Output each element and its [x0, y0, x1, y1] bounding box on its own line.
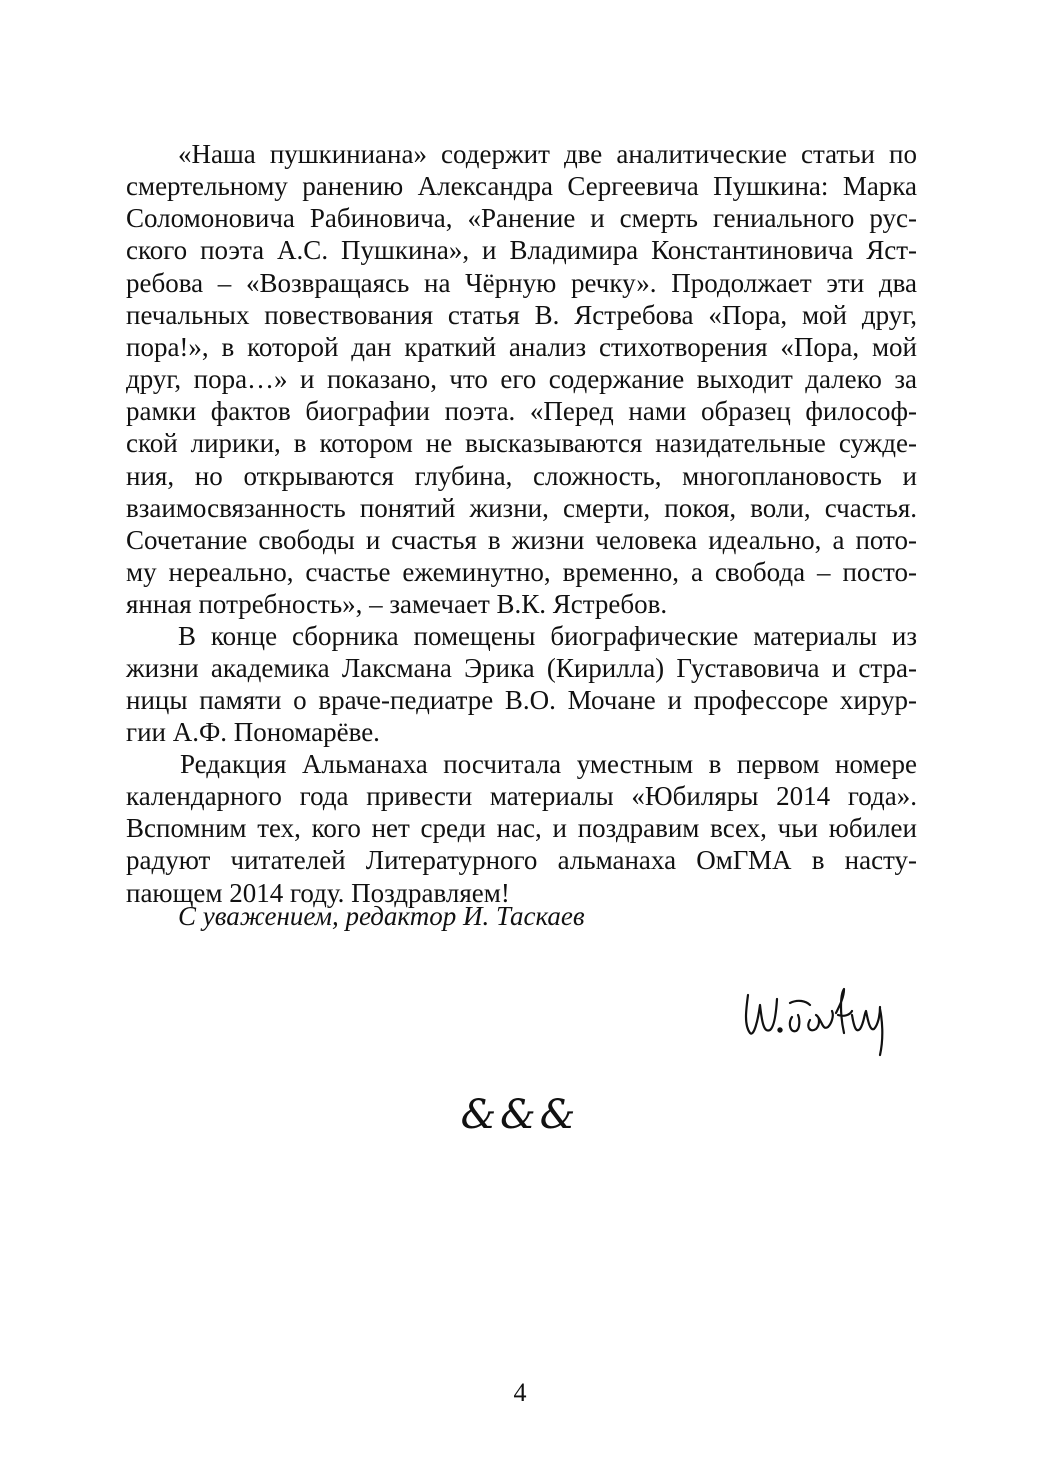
paragraph-1-line: друг, пора…» и показано, что его содержание выходит далеко за: [126, 364, 917, 395]
page-number: 4: [513, 1378, 527, 1407]
paragraph-3-line: Редакция Альманаха посчитала уместным в первом номере: [180, 749, 917, 779]
paragraph-1-line: «Наша пушкиниана» содержит две аналитические статьи по: [178, 139, 917, 169]
paragraph-3-line: Вспомним тех, кого нет среди нас, и поздравим всех, чьи юбилеи: [126, 813, 917, 844]
paragraph-3-line: пающем 2014 году. Поздравляем!: [126, 877, 510, 908]
paragraph-1-line: рамки фактов биографии поэта. «Перед нами образец философ-: [126, 396, 917, 427]
handwritten-signature: [740, 975, 910, 1065]
paragraph-1-line: ния, но открываются глубина, сложность, многоплановость и: [126, 460, 917, 491]
section-ornament: &&&: [460, 1092, 580, 1138]
paragraph-1-line: янная потребность», – замечает В.К. Ястребов.: [126, 589, 668, 620]
paragraph-2-line: жизни академика Лаксмана Эрика (Кирилла) Густавовича и стра-: [126, 653, 917, 684]
paragraph-3-line: календарного года привести материалы «Юбиляры 2014 года».: [126, 781, 917, 812]
paragraph-1-line: взаимосвязанность понятий жизни, смерти, покоя, воли, счастья.: [126, 492, 917, 523]
paragraph-3-line: радуют читателей Литературного альманаха ОмГМА в насту-: [126, 845, 917, 876]
paragraph-1-line: ского поэта А.С. Пушкина», и Владимира Константиновича Яст-: [126, 235, 917, 266]
signoff-line: С уважением, редактор И. Таскаев: [178, 901, 585, 931]
paragraph-1-line: смертельному ранению Александра Сергеевича Пушкина: Марка: [126, 171, 917, 202]
paragraph-2-line: ницы памяти о враче-педиатре В.О. Мочане и профессоре хирур-: [126, 685, 917, 716]
paragraph-1-line: пора!», в которой дан краткий анализ стихотворения «Пора, мой: [126, 331, 917, 362]
paragraph-1-line: му нереально, счастье ежеминутно, временно, а свобода – посто-: [126, 556, 917, 587]
paragraph-1-line: ребова – «Возвращаясь на Чёрную речку». Продолжает эти два: [126, 267, 917, 298]
paragraph-1-line: Соломоновича Рабиновича, «Ранение и смерть гениального рус-: [126, 203, 917, 234]
paragraph-1-line: ской лирики, в котором не высказываются назидательные сужде-: [126, 428, 917, 459]
paragraph-1-line: Сочетание свободы и счастья в жизни человека идеально, а пото-: [126, 524, 917, 555]
paragraph-2-line: гии А.Ф. Пономарёве.: [126, 717, 380, 748]
paragraph-2-line: В конце сборника помещены биографические материалы из: [178, 621, 917, 651]
paragraph-1-line: печальных повествования статья В. Ястребова «Пора, мой друг,: [126, 299, 917, 330]
